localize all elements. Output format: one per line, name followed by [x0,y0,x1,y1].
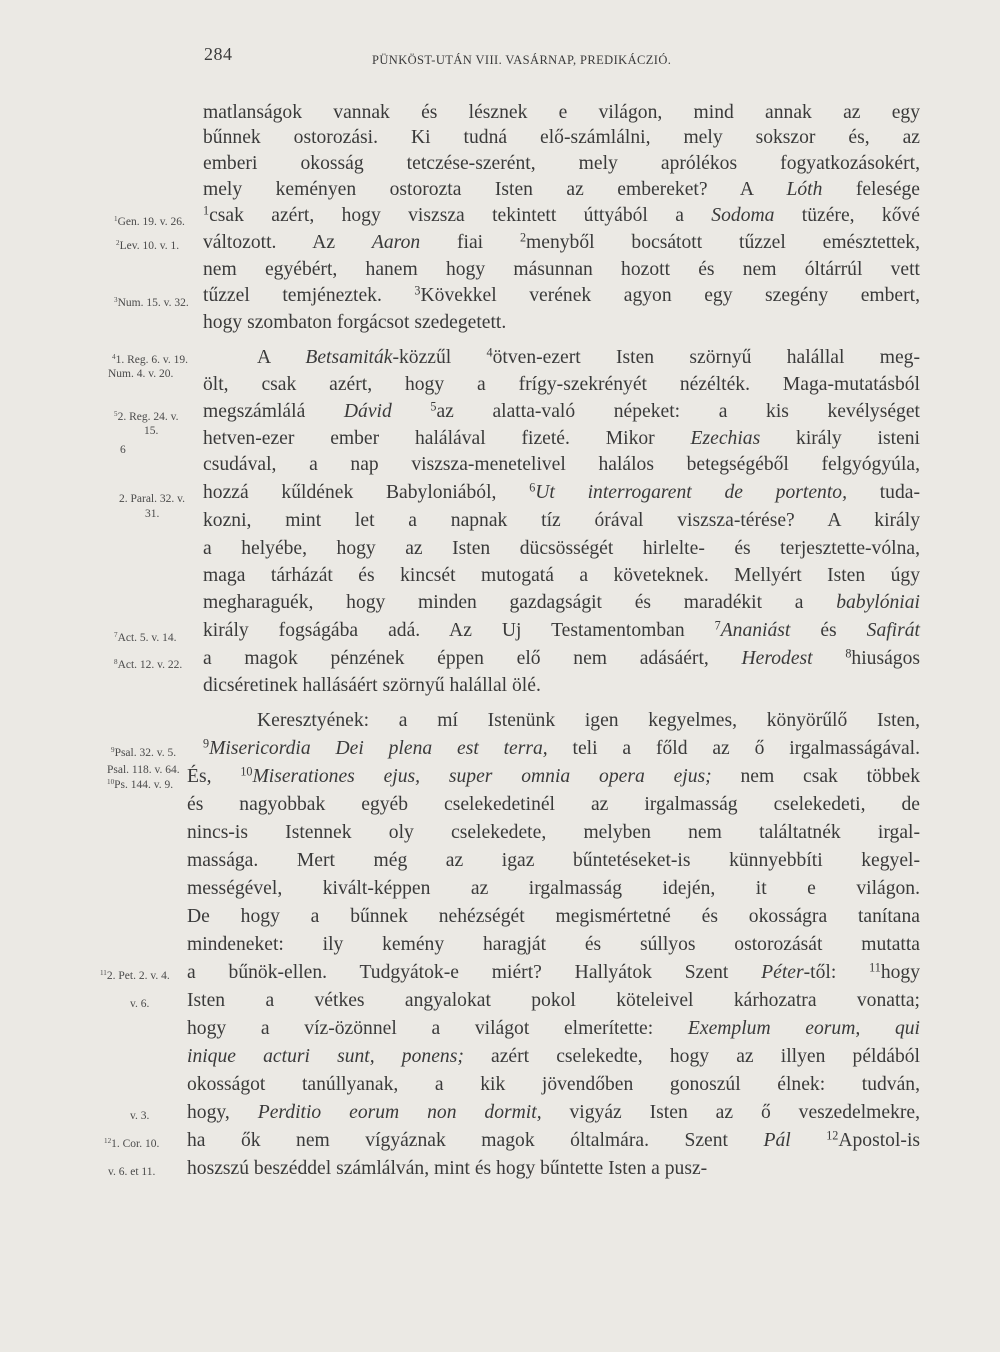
text-line: $^1$csak azért, hogy viszsza tekintett úttyából a Sodoma tüzére, kővé [203,203,921,226]
text-line: mindeneket: ily kemény haragját és súllyos ostorozását mutatta [187,934,920,955]
running-head: PÜNKÖST-UTÁN VIII. VASÁRNAP, PREDIKÁCZIÓ. [372,53,672,67]
margin-note: $^2$Lev. 10. v. 1. [116,239,180,252]
text-line: $^9$Misericordia Dei plena est terra, teli a főld az ő irgalmasságával. [203,736,920,759]
margin-note: 6 [120,444,126,456]
margin-note: $^9$Psal. 32. v. 5. [111,746,177,759]
text-line: És, $^{10}$Miserationes ejus, super omnia opera ejus; nem csak többek [187,764,920,787]
text-line: kozni, mint let a napnak tíz órával viszsza-térése? A király [203,510,920,531]
text-line: hogy, Perditio eorum non dormit, vigyáz Isten az ő veszedelmekre, [187,1102,920,1123]
text-line: tűzzel temjéneztek. $^3$Kövekkel verének agyon egy szegény embert, [203,283,920,306]
margin-note: 2. Paral. 32. v. [119,493,186,505]
margin-note: 15. [144,425,159,437]
text-line: Keresztyének: a mí Istenünk igen kegyelmes, könyörűlő Isten, [257,710,920,731]
text-line: inique acturi sunt, ponens; azért cselekedte, hogy az illyen példából [187,1046,920,1067]
text-line: mességével, kivált-képpen az irgalmasság idején, it e világon. [187,878,920,899]
text-line: a bűnök-ellen. Tudgyátok-e miért? Hallyátok Szent Péter-től: $^{11}$hogy [187,960,920,983]
margin-note: $^{12}$1. Cor. 10. [104,1137,160,1150]
margin-note: $^5$2. Reg. 24. v. [114,410,179,423]
text-line: mely keményen ostorozta Isten az embereket? A Lóth felesége [203,179,921,200]
text-line: megharaguék, hogy minden gazdagságit és maradékit a babylóniai [203,592,920,613]
page-number: 284 [204,44,233,64]
text-line: a helyébe, hogy az Isten dücsösségét hirlelte- és terjesztette-vólna, [203,538,920,559]
text-line: emberi okosság tetczése-szerént, mely aprólékos fogyatkozásokért, [203,153,920,174]
margin-note: $^1$Gen. 19. v. 26. [114,215,185,228]
margin-note: $^7$Act. 5. v. 14. [114,631,177,644]
text-line: ölt, csak azért, hogy a frígy-szekrényét nézélték. Maga-mutatásból [203,374,920,395]
text-line: hogy szombaton forgácsot szedegetett. [203,312,507,333]
text-line: csudával, a nap viszsza-menetelivel halálos betegségéből felgyógyúla, [203,454,920,475]
margin-note: 31. [145,508,160,520]
margin-note: $^{11}$2. Pet. 2. v. 4. [100,969,170,982]
text-line: ha ők nem vígyáznak magok óltalmára. Szent Pál $^{12}$Apostol-is [187,1128,921,1151]
text-line: hetven-ezer ember halálával fizeté. Mikor Ezechias király isteni [203,428,921,449]
text-line: De hogy a bűnnek nehézségét megismértetné és okosságra tanítana [187,906,920,927]
text-line: Isten a vétkes angyalokat pokol köteleivel kárhozatra vonatta; [187,990,920,1011]
text-line: okosságot tanúllyanak, a kik jövendőben gonoszúl élnek: tudván, [187,1074,920,1095]
text-line: nem egyébért, hanem hogy másunnan hozott és nem óltárrúl vett [203,259,920,280]
text-line: A Betsamiták-közzűl $^4$ötven-ezert Isten szörnyű halállal meg- [257,345,920,368]
margin-note: v. 6. et 11. [108,1166,156,1178]
text-line: a magok pénzének éppen elő nem adásáért, Herodest $^8$hiuságos [203,646,920,669]
text-line: és nagyobbak egyéb cselekedetinél az irgalmasság cselekedeti, de [187,794,920,815]
margin-note: $^3$Num. 15. v. 32. [114,296,189,309]
margin-note: $^8$Act. 12. v. 22. [114,658,183,671]
text-line: bűnnek ostorozási. Ki tudná elő-számlálni, mely sokszor és, az [203,127,920,148]
text-line: megszámlálá Dávid $^5$az alatta-való népeket: a kis kevélységet [203,399,920,422]
text-line: maga tárházát és kincsét mutogatá a követeknek. Mellyért Isten úgy [203,565,920,586]
margin-note: $^4$1. Reg. 6. v. 19. [112,353,188,366]
text-line: változott. Az Aaron fiai $^2$menyből bocsátott tűzzel emésztettek, [203,230,920,253]
margin-note: v. 6. [130,998,150,1010]
text-line: hozzá kűldének Babyloniából, $^6$Ut interrogarent de portento, tuda- [203,480,920,503]
text-line: matlanságok vannak és lésznek e világon, mind annak az egy [203,102,920,123]
text-line: hogy a víz-özönnel a világot elmerítette: Exemplum eorum, qui [187,1018,921,1039]
margin-note: v. 3. [130,1110,150,1122]
text-line: dicséretinek hallásáért szörnyű halállal ölé. [203,675,541,696]
margin-note: Psal. 118. v. 64. [107,764,180,776]
text-line: massága. Mert még az igaz bűntetéseket-is künnyebbíti kegyel- [187,850,920,871]
margin-note: Num. 4. v. 20. [108,368,174,380]
text-line: hoszszú beszéddel számlálván, mint és hogy bűntette Isten a pusz- [187,1158,708,1179]
text-line: nincs-is Istennek oly cselekedete, melyben nem találtatnék irgal- [187,822,920,843]
text-line: király fogságába adá. Az Uj Testamentomban $^7$Ananiást és Safirát [203,618,920,641]
margin-note: $^{10}$Ps. 144. v. 9. [107,778,174,791]
